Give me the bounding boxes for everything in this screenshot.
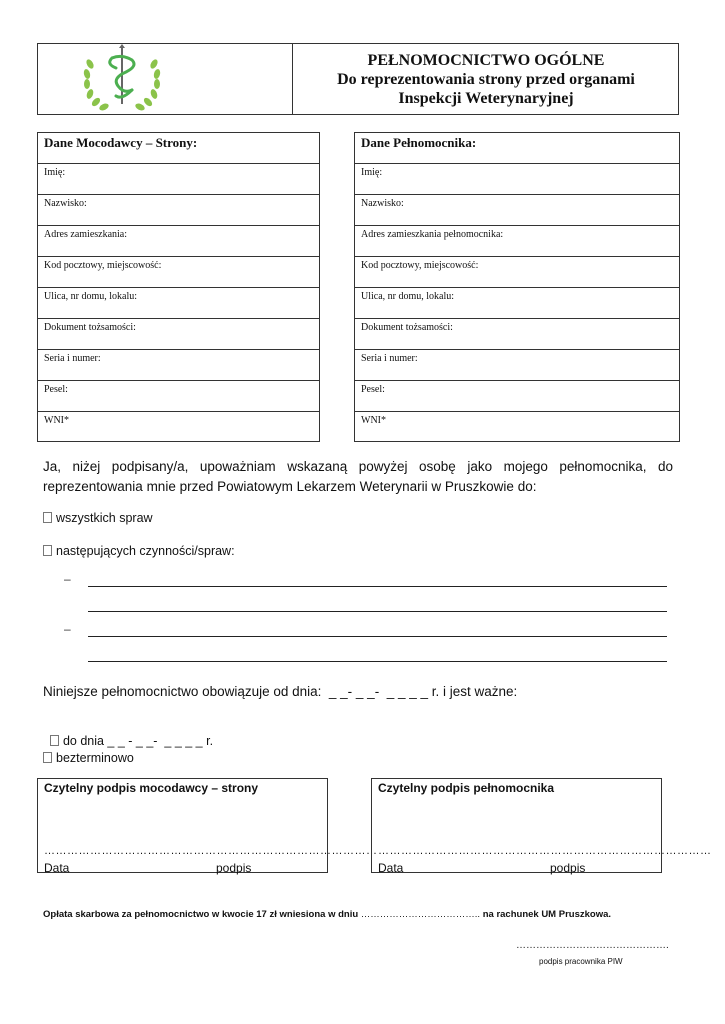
- title-line-2: Do reprezentowania strony przed organami: [337, 70, 635, 88]
- mocodawca-table: [37, 132, 320, 442]
- pelnomocnik-field-kod[interactable]: Kod pocztowy, miejscowość:: [355, 257, 679, 288]
- veterinary-inspection-logo: [38, 44, 292, 114]
- mocodawca-field-kod[interactable]: Kod pocztowy, miejscowość:: [38, 257, 319, 288]
- activity-line-3[interactable]: [88, 635, 667, 637]
- option-all-label: wszystkich spraw: [56, 511, 153, 525]
- title-line-3: Inspekcji Weterynaryjnej: [398, 89, 574, 107]
- pelnomocnik-heading: Dane Pełnomocnika:: [355, 133, 679, 164]
- officer-signature-dots[interactable]: ……………………………………….: [516, 940, 669, 951]
- fee-text-before: Opłata skarbowa za pełnomocnictwo w kwocie 17 zł wniesiona w dniu: [43, 909, 361, 920]
- signature-box-mocodawca[interactable]: [37, 778, 378, 875]
- activity-line-4[interactable]: [88, 660, 667, 662]
- mocodawca-heading: Dane Mocodawcy – Strony:: [38, 133, 319, 164]
- pelnomocnik-field-dokument[interactable]: Dokument tożsamości:: [355, 319, 679, 350]
- pelnomocnik-field-wni[interactable]: WNI*: [361, 415, 386, 426]
- signature-pelnomocnik-date-label: Data: [378, 861, 404, 875]
- signature-box-pelnomocnik[interactable]: [371, 778, 712, 875]
- mocodawca-field-adres[interactable]: Adres zamieszkania:: [38, 226, 319, 257]
- signature-mocodawca-sign-label: podpis: [216, 861, 252, 875]
- pelnomocnik-field-adres[interactable]: Adres zamieszkania pełnomocnika:: [355, 226, 679, 257]
- activity-line-1[interactable]: [88, 585, 667, 587]
- declaration-line-2: reprezentowania mnie przed Powiatowym Lekarzem Weterynarii w Pruszkowie do:: [43, 479, 537, 494]
- signature-mocodawca-title: Czytelny podpis mocodawcy – strony: [44, 781, 259, 795]
- signature-mocodawca-dots: ……………………………………………………………………………: [44, 845, 378, 857]
- validity-from[interactable]: Niniejsze pełnomocnictwo obowiązuje od dnia: _ _- _ _- _ _ _ _ r. i jest ważne:: [43, 684, 518, 699]
- document-title: [293, 44, 679, 114]
- option-until-label: do dnia _ _ - _ _- _ _ _ _ r.: [62, 734, 214, 748]
- checkbox-following[interactable]: [43, 545, 52, 556]
- fee-date-dots[interactable]: ………………………………..: [360, 909, 481, 920]
- option-following-label: następujących czynności/spraw:: [56, 544, 235, 558]
- pelnomocnik-table: [354, 132, 680, 442]
- officer-signature-label: podpis pracownika PIW: [539, 957, 623, 966]
- signature-pelnomocnik-sign-label: podpis: [550, 861, 586, 875]
- pelnomocnik-field-seria[interactable]: Seria i numer:: [355, 350, 679, 381]
- signature-pelnomocnik-dots: ……………………………………………………………………………: [378, 845, 712, 857]
- checkbox-indefinite[interactable]: [43, 752, 52, 763]
- checkbox-all[interactable]: [43, 512, 52, 523]
- option-all[interactable]: [43, 510, 153, 526]
- list-dash-1: –: [64, 572, 71, 586]
- signature-pelnomocnik-title: Czytelny podpis pełnomocnika: [378, 781, 555, 795]
- signature-mocodawca-date-label: Data: [44, 861, 70, 875]
- header-box: [37, 43, 679, 115]
- mocodawca-field-pesel[interactable]: Pesel:: [38, 381, 319, 412]
- list-dash-2: –: [64, 622, 71, 636]
- checkbox-until[interactable]: [50, 735, 59, 746]
- mocodawca-field-dokument[interactable]: Dokument tożsamości:: [38, 319, 319, 350]
- pelnomocnik-field-ulica[interactable]: Ulica, nr domu, lokalu:: [355, 288, 679, 319]
- activity-line-2[interactable]: [88, 610, 667, 612]
- mocodawca-field-seria[interactable]: Seria i numer:: [38, 350, 319, 381]
- fee-note: [43, 909, 611, 920]
- option-following[interactable]: [43, 543, 235, 559]
- mocodawca-field-wni[interactable]: WNI*: [44, 415, 69, 426]
- option-until[interactable]: [43, 717, 213, 749]
- mocodawca-field-imie[interactable]: Imię:: [38, 164, 319, 195]
- mocodawca-field-nazwisko[interactable]: Nazwisko:: [38, 195, 319, 226]
- declaration-text: [43, 457, 673, 497]
- pelnomocnik-field-imie[interactable]: Imię:: [355, 164, 679, 195]
- option-indefinite[interactable]: [43, 750, 134, 766]
- fee-text-after: na rachunek UM Pruszkowa.: [480, 909, 612, 920]
- declaration-line-1: Ja, niżej podpisany/a, upoważniam wskazaną powyżej osobę jako mojego pełnomocnika, do: [43, 459, 673, 474]
- title-line-1: PEŁNOMOCNICTWO OGÓLNE: [367, 51, 605, 69]
- logo-cell: [38, 44, 293, 114]
- mocodawca-field-ulica[interactable]: Ulica, nr domu, lokalu:: [38, 288, 319, 319]
- option-indefinite-label: bezterminowo: [56, 751, 134, 765]
- pelnomocnik-field-nazwisko[interactable]: Nazwisko:: [355, 195, 679, 226]
- pelnomocnik-field-pesel[interactable]: Pesel:: [355, 381, 679, 412]
